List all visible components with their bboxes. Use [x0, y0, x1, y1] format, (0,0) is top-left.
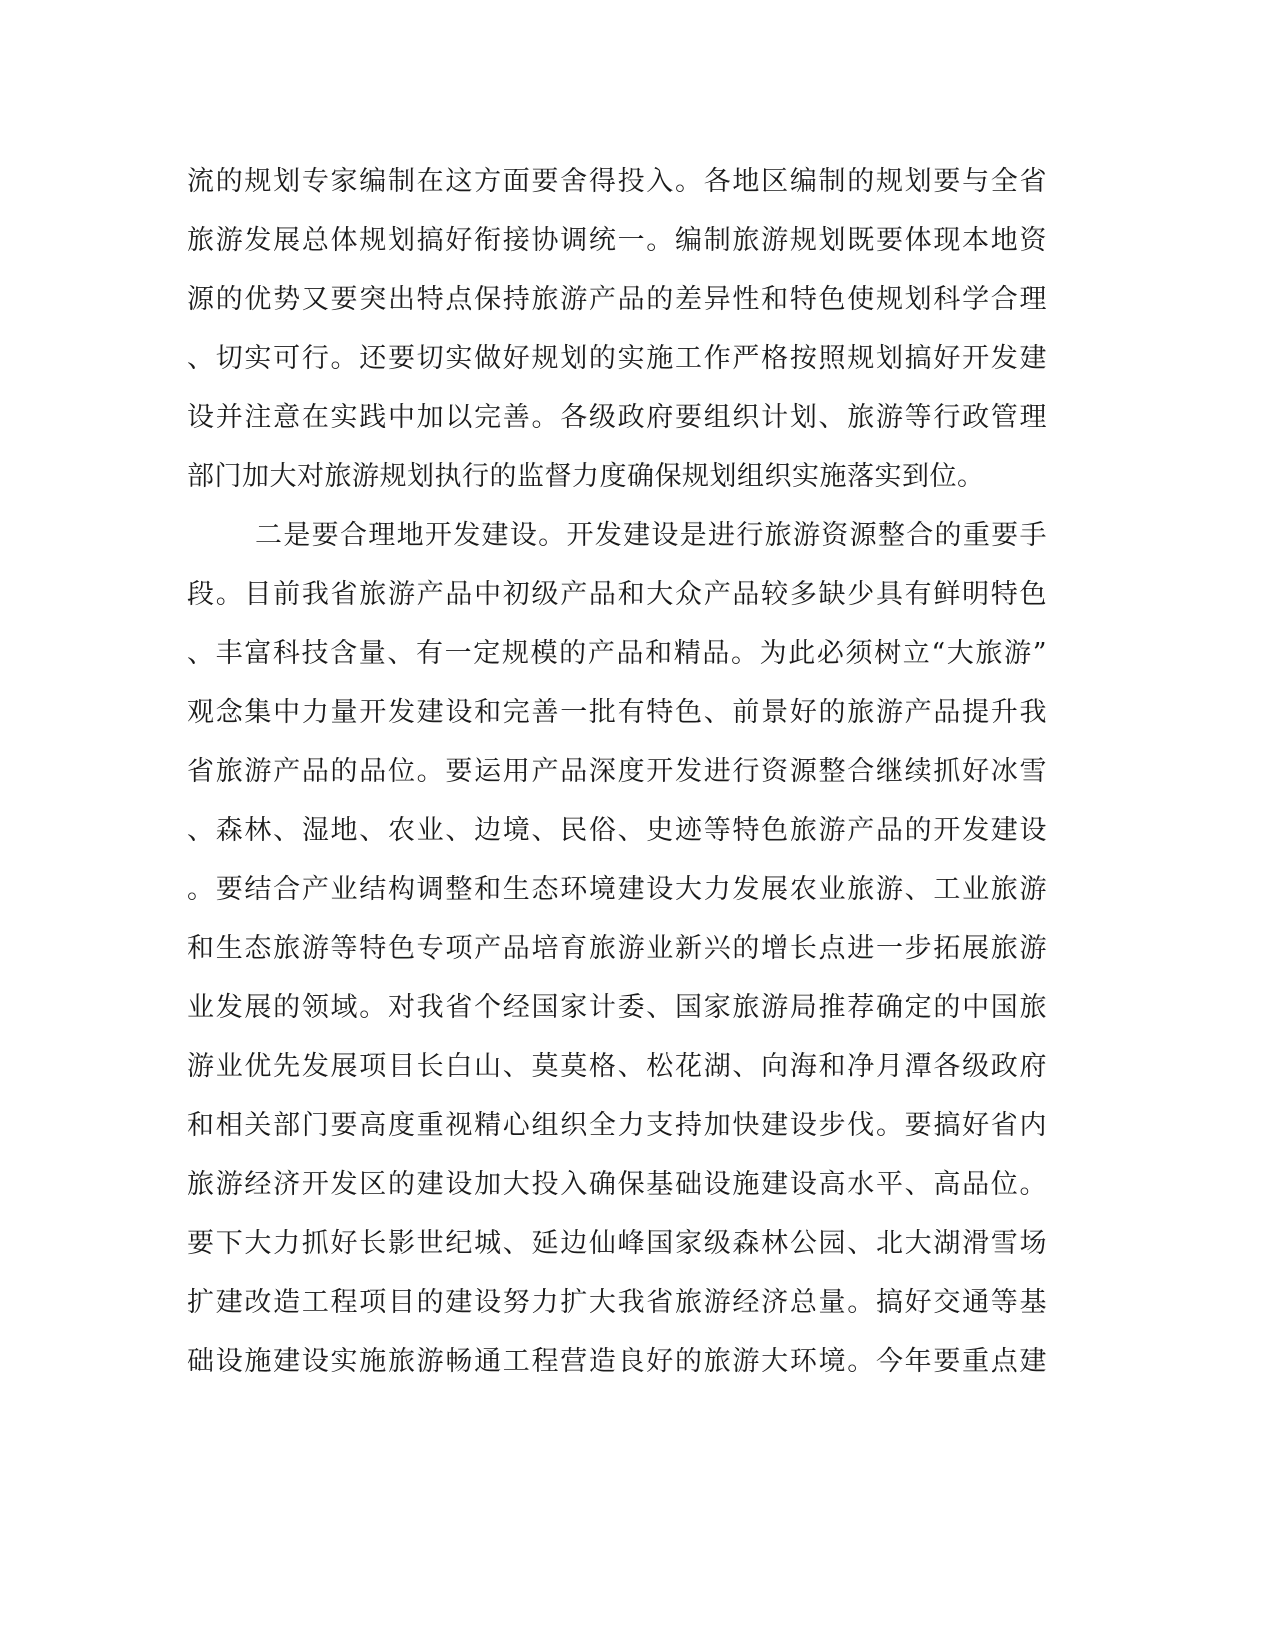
text-line: 省旅游产品的品位。要运用产品深度开发进行资源整合继续抓好冰雪: [187, 756, 1047, 787]
text-line: 旅游发展总体规划搞好衔接协调统一。编制旅游规划既要体现本地资: [187, 225, 1047, 256]
text-line: 扩建改造工程项目的建设努力扩大我省旅游经济总量。搞好交通等基: [187, 1287, 1047, 1318]
text-line: 旅游经济开发区的建设加大投入确保基础设施建设高水平、高品位。: [187, 1169, 1047, 1200]
text-line: 业发展的领域。对我省个经国家计委、国家旅游局推荐确定的中国旅: [187, 992, 1047, 1023]
text-line: 段。目前我省旅游产品中初级产品和大众产品较多缺少具有鲜明特色: [187, 579, 1047, 610]
text-line: 、切实可行。还要切实做好规划的实施工作严格按照规划搞好开发建: [187, 343, 1047, 374]
text-line: 流的规划专家编制在这方面要舍得投入。各地区编制的规划要与全省: [187, 166, 1047, 197]
text-line: 游业优先发展项目长白山、莫莫格、松花湖、向海和净月潭各级政府: [187, 1051, 1047, 1082]
paragraph-start-line: 二是要合理地开发建设。开发建设是进行旅游资源整合的重要手: [255, 520, 1047, 551]
text-line: 要下大力抓好长影世纪城、延边仙峰国家级森林公园、北大湖滑雪场: [187, 1228, 1047, 1259]
text-line: 础设施建设实施旅游畅通工程营造良好的旅游大环境。今年要重点建: [187, 1346, 1047, 1377]
text-line: 设并注意在实践中加以完善。各级政府要组织计划、旅游等行政管理: [187, 402, 1047, 433]
text-line: 和生态旅游等特色专项产品培育旅游业新兴的增长点进一步拓展旅游: [187, 933, 1047, 964]
body-text: [187, 152, 1047, 1391]
text-line: 源的优势又要突出特点保持旅游产品的差异性和特色使规划科学合理: [187, 284, 1047, 315]
text-line: 和相关部门要高度重视精心组织全力支持加快建设步伐。要搞好省内: [187, 1110, 1047, 1141]
text-line: 观念集中力量开发建设和完善一批有特色、前景好的旅游产品提升我: [187, 697, 1047, 728]
text-line: 、丰富科技含量、有一定规模的产品和精品。为此必须树立“大旅游”: [187, 638, 1047, 669]
text-line: 、森林、湿地、农业、边境、民俗、史迹等特色旅游产品的开发建设: [187, 815, 1047, 846]
paragraph-end-line: 部门加大对旅游规划执行的监督力度确保规划组织实施落实到位。: [187, 461, 985, 492]
text-line: 。要结合产业结构调整和生态环境建设大力发展农业旅游、工业旅游: [187, 874, 1047, 905]
